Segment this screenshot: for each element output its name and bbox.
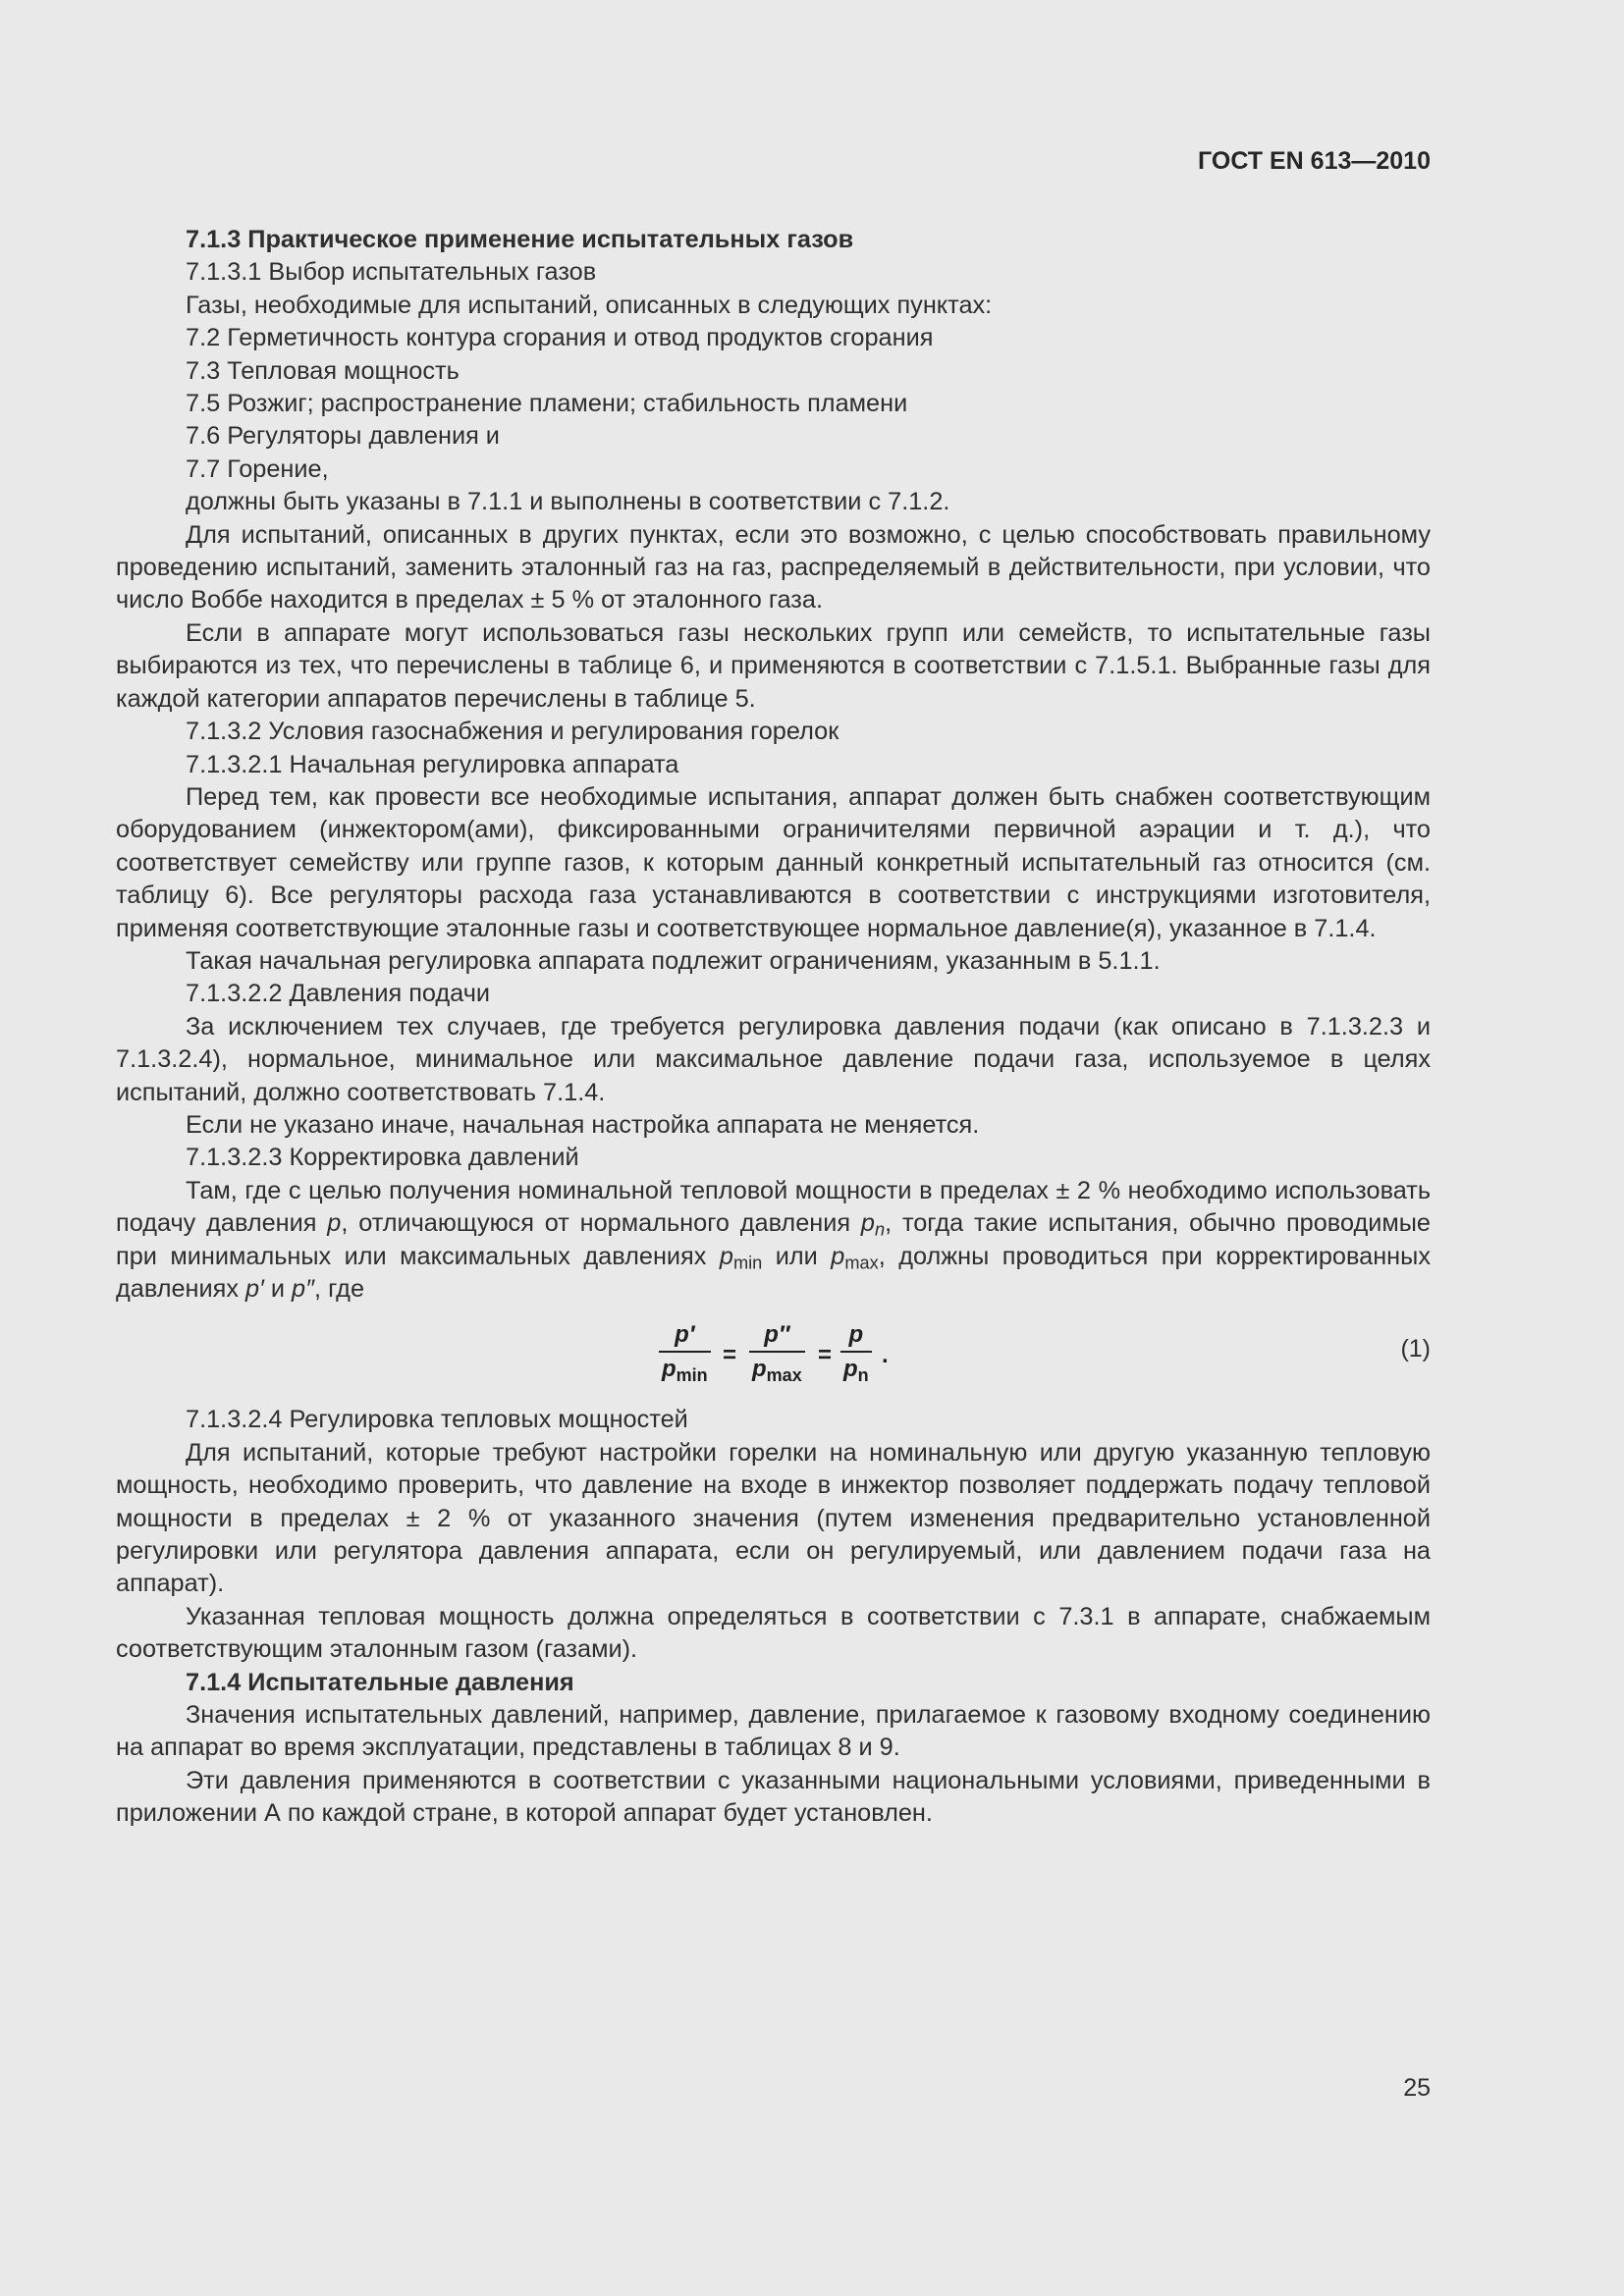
list-item: 7.7 Горение, xyxy=(186,454,329,483)
formula-period: . xyxy=(882,1342,889,1369)
text-run: и xyxy=(263,1275,292,1303)
variable-subscript: n xyxy=(874,1219,886,1240)
fraction-numerator: p′ xyxy=(675,1321,695,1349)
variable-p-n xyxy=(860,1209,886,1240)
variable-p-max xyxy=(831,1243,844,1270)
section-heading-7-1-4: 7.1.4 Испытательные давления xyxy=(186,1668,574,1696)
equals-sign: = xyxy=(818,1342,833,1369)
subsection-heading-7-1-3-2-3: 7.1.3.2.3 Корректировка давлений xyxy=(186,1144,579,1172)
variable-p-prime: p′ xyxy=(245,1275,264,1303)
equals-sign: = xyxy=(723,1342,737,1369)
subsection-heading-7-1-3-2-2: 7.1.3.2.2 Давления подачи xyxy=(186,980,490,1008)
paragraph: Для испытаний, описанных в других пунктах, если это возможно, с целью способствовать правильному проведению испытаний, заменить эталонный газ на газ, распределяемый в действительности, при условии, что число Воббе находится в пределах ± 5 % от эталонного газа. xyxy=(116,520,1431,614)
paragraph: должны быть указаны в 7.1.1 и выполнены в соответствии с 7.1.2. xyxy=(186,488,950,516)
document-body xyxy=(116,224,1431,1831)
variable-p-min xyxy=(720,1243,733,1270)
list-item: 7.3 Тепловая мощность xyxy=(186,356,460,385)
section-heading-7-1-3: 7.1.3 Практическое применение испытательных газов xyxy=(186,226,854,253)
text-run: , где xyxy=(314,1275,365,1303)
equation-1 xyxy=(116,1317,1431,1402)
subsection-heading-7-1-3-2: 7.1.3.2 Условия газоснабжения и регулирования горелок xyxy=(186,718,839,746)
variable-symbol: p xyxy=(752,1356,767,1383)
paragraph: Значения испытательных давлений, например, давление, прилагаемое к газовому входному соединению на аппарат во время эксплуатации, представлены в таблицах 8 и 9. xyxy=(116,1701,1431,1762)
fraction-denominator xyxy=(659,1351,711,1384)
text-run: Там, где с целью получения номинальной тепловой мощности в пределах ± 2 % необходимо использовать подачу давления xyxy=(116,1176,1431,1238)
variable-symbol: p xyxy=(831,1242,845,1270)
subsection-heading-7-1-3-2-4: 7.1.3.2.4 Регулировка тепловых мощностей xyxy=(186,1406,688,1434)
text-run: , должны проводиться при корректированных давлениях xyxy=(116,1242,1431,1303)
variable-symbol: p xyxy=(662,1356,677,1383)
paragraph: За исключением тех случаев, где требуется регулировка давления подачи (как описано в 7.1.3.2.3 и 7.1.3.2.4), нормальное, минимальное или максимальное давление подачи газа, используемое в целях испытаний, должно соответствовать 7.1.4. xyxy=(116,1012,1431,1106)
equation-number: (1) xyxy=(1400,1335,1431,1363)
fraction-numerator: p″ xyxy=(764,1321,790,1349)
variable-subscript: max xyxy=(844,1253,879,1273)
variable-symbol: p xyxy=(860,1209,875,1238)
fraction-denominator xyxy=(840,1351,872,1384)
text-run: , тогда такие испытания, обычно проводимые при минимальных или максимальных давлениях xyxy=(116,1209,1431,1270)
variable-symbol: p xyxy=(719,1242,733,1270)
page-number: 25 xyxy=(1403,2074,1431,2102)
text-run: , отличающуюся от нормального давления xyxy=(341,1209,861,1238)
variable-subscript: min xyxy=(676,1365,708,1386)
variable-p: p xyxy=(327,1209,342,1238)
subsection-heading-7-1-3-1: 7.1.3.1 Выбор испытательных газов xyxy=(186,258,597,287)
variable-subscript: max xyxy=(766,1365,802,1386)
variable-p-double-prime: p″ xyxy=(292,1275,315,1303)
list-item: 7.2 Герметичность контура сгорания и отвод продуктов сгорания xyxy=(186,324,934,352)
variable-subscript: min xyxy=(732,1253,763,1273)
list-item: 7.6 Регуляторы давления и xyxy=(186,422,500,451)
list-item: 7.5 Розжиг; распространение пламени; стабильность пламени xyxy=(186,390,908,418)
paragraph: Перед тем, как провести все необходимые испытания, аппарат должен быть снабжен соответствующим оборудованием (инжектором(ами), фиксированными ограничителями первичной аэрации и т. д.), что соответствует семейству или группе газов, к которым данный конкретный испытательный газ относится (см. таблицу 6). Все регуляторы расхода газа устанавливаются в соответствии с инструкциями изготовителя, применяя соответствующие эталонные газы и соответствующее нормальное давление(я), указанное в 7.1.4. xyxy=(116,782,1431,942)
paragraph: Если не указано иначе, начальная настройка аппарата не меняется. xyxy=(186,1110,980,1139)
fraction-p-double-prime-over-pmax xyxy=(749,1321,805,1384)
text-run: или xyxy=(762,1242,832,1270)
fraction-numerator: p xyxy=(848,1321,864,1349)
variable-symbol: p xyxy=(843,1356,858,1383)
fraction-p-over-pn xyxy=(840,1321,872,1384)
paragraph: Газы, необходимые для испытаний, описанных в следующих пунктах: xyxy=(186,291,993,319)
paragraph: Эти давления применяются в соответствии с указанными национальными условиями, приведенными в приложении А по каждой стране, в которой аппарат будет установлен. xyxy=(116,1766,1431,1828)
paragraph: Такая начальная регулировка аппарата подлежит ограничениям, указанным в 5.1.1. xyxy=(186,946,1161,975)
fraction-denominator xyxy=(749,1351,805,1384)
variable-subscript: n xyxy=(857,1365,869,1386)
paragraph-pressure-correction xyxy=(116,1175,1431,1307)
paragraph: Для испытаний, которые требуют настройки горелки на номинальную или другую указанную тепловую мощность, необходимо проверить, что давление на входе в инжектор позволяет поддержать подачу тепловой мощности в пределах ± 2 % от указанного значения (путем изменения предварительно установленной регулировки или регулятора давления аппарата, если он регулируемый, или давлением подачи газа на аппарат). xyxy=(116,1438,1431,1598)
subsection-heading-7-1-3-2-1: 7.1.3.2.1 Начальная регулировка аппарата xyxy=(186,750,679,778)
fraction-p-prime-over-pmin xyxy=(659,1321,711,1384)
paragraph: Указанная тепловая мощность должна определяться в соответствии с 7.3.1 в аппарате, снабжаемым соответствующим эталонным газом (газами). xyxy=(116,1602,1431,1664)
document-designation: ГОСТ EN 613—2010 xyxy=(1198,147,1431,175)
paragraph: Если в аппарате могут использоваться газы нескольких групп или семейств, то испытательные газы выбираются из тех, что перечислены в таблице 6, и применяются в соответствии с 7.1.5.1. Выбранные газы для каждой категории аппаратов перечислены в таблице 5. xyxy=(116,618,1431,713)
